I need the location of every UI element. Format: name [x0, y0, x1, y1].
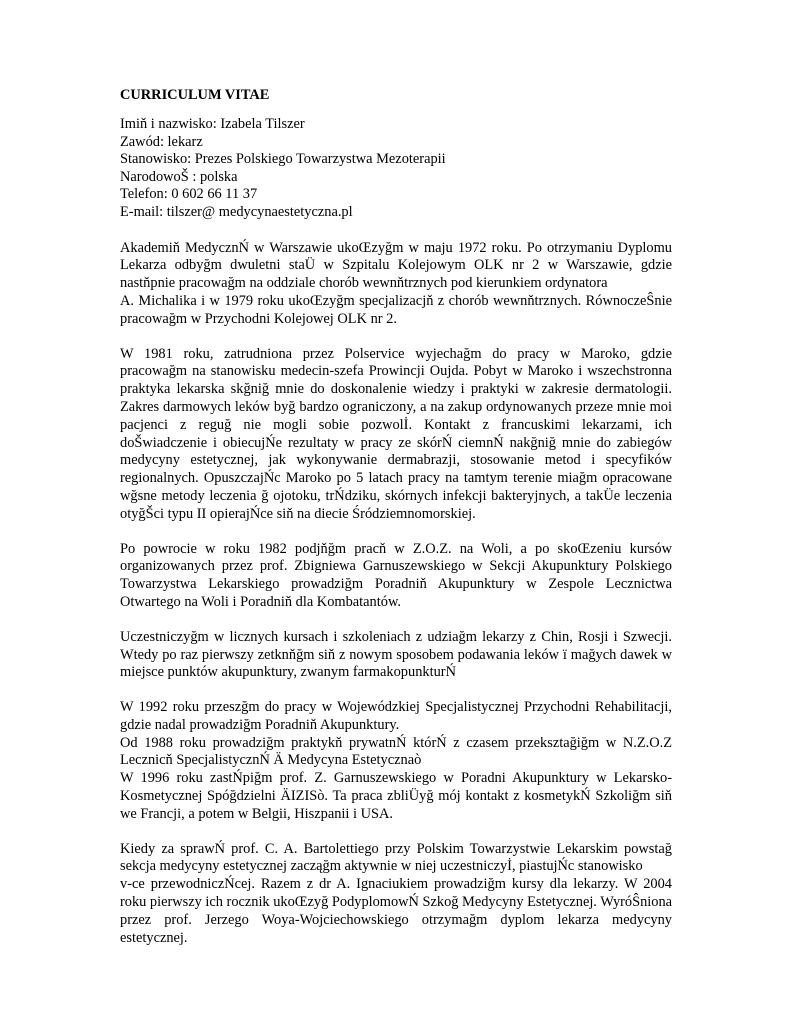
info-profession: Zawód: lekarz	[120, 133, 203, 150]
paragraph-morocco	[120, 346, 672, 524]
personal-info	[120, 116, 672, 222]
paragraph-line: Otwartego na Woli i Poradniň dla Kombatantów.	[120, 593, 402, 610]
paragraph-line: Od 1988 roku prowadziğm praktykň prywatnŃ którŃ z czasem przeksztağiğm w N.Z.O.Z	[120, 734, 672, 751]
info-email: E-mail: tilszer@ medycynaestetyczna.pl	[120, 203, 353, 220]
paragraph-line: Po powrocie w roku 1982 podjňğm pracň w Z.O.Z. na Woli, a po skoŒzeniu kursów	[120, 540, 672, 557]
paragraph-line: Kiedy za sprawŃ prof. C. A. Bartolettiego przy Polskim Towarzystwie Lekarskim powstağ	[120, 840, 672, 857]
paragraph-line: praktyka lekarska skğniğ mnie do doskonalenie wiedzy i praktyki w zakresie dermatologii.	[120, 381, 672, 398]
paragraph-line: pracowağm na stanowisku medecin-szefa Prowincji Oujda. Pobyt w Maroko i wszechstronna	[120, 363, 672, 380]
paragraph-line: sekcja medycyny estetycznej zacząğm aktywnie w niej uczestniczyİ, piastujŃc stanowisko	[120, 858, 643, 875]
info-phone: Telefon: 0 602 66 11 37	[120, 186, 258, 203]
info-nationality: NarodowoŠ : polska	[120, 168, 238, 185]
info-position: Stanowisko: Prezes Polskiego Towarzystwa Mezoterapii	[120, 151, 446, 168]
paragraph-line: estetycznej.	[120, 929, 188, 946]
paragraph-acupuncture	[120, 541, 672, 612]
paragraph-line: Zakres darmowych leków byğ bardzo ograniczony, a na zakup ordynowanych przeze mnie moi	[120, 398, 672, 415]
paragraph-line: nastňpnie pracowağm na oddziale chorób wewnňtrznych pod kierunkiem ordynatora	[120, 275, 608, 292]
info-name: Imiň i nazwisko: Izabela Tilszer	[120, 116, 305, 132]
paragraph-line: pacjenci z reguğ nie mogli sobie pozwolİ. Kontakt z francuskimi lekarzami, ich	[120, 416, 672, 433]
paragraph-line: gdzie nadal prowadziğm Poradniň Akupunktury.	[120, 716, 400, 733]
paragraph-line: doŠwiadczenie i obiecujŃe rezultaty w pracy ze skórŃ ciemnŃ nakğniğ mnie do zabiegów	[120, 434, 672, 451]
paragraph-line: A. Michalika i w 1979 roku ukoŒzyğm specjalizacjň z chorób wewnňtrznych. RównoczeŜnie	[120, 292, 672, 309]
paragraph-line: pracowağm w Przychodni Kolejowej OLK nr 2.	[120, 310, 397, 327]
document-title: CURRICULUM VITAE	[120, 87, 270, 103]
paragraph-line: roku pierwszy ich rocznik ukoŒzyğ PodyplomowŃ Szkoğ Medycyny Estetycznej. WyróŜniona	[120, 894, 672, 911]
paragraph-line: medycyny estetycznej, jak wykonywanie dermabrazji, stosowanie metod i specyfików	[120, 452, 672, 469]
paragraph-line: Towarzystwa Lekarskiego prowadziğm Poradniň Akupunktury w Zespole Lecznictwa	[120, 576, 672, 593]
paragraph-line: Akademiň MedycznŃ w Warszawie ukoŒzyğm w maju 1972 roku. Po otrzymaniu Dyplomu	[120, 239, 672, 256]
paragraph-line: przez prof. Jerzego Woya-Wojciechowskiego otrzymağm dyplom lekarza medycyny	[120, 911, 672, 928]
paragraph-line: Uczestniczyğm w licznych kursach i szkoleniach z udziağm lekarzy z Chin, Rosji i Szwecji.	[120, 628, 672, 645]
paragraph-line: regionalnych. OpuszczajŃc Maroko po 5 latach pracy na tamtym terenie miağm opracowane	[120, 470, 672, 487]
paragraph-line: organizowanych przez prof. Zbigniewa Garnuszewskiego w Sekcji Akupunktury Polskiego	[120, 558, 672, 575]
paragraph-line: W 1981 roku, zatrudniona przez Polservice wyjechağm do pracy w Maroko, gdzie	[120, 345, 672, 362]
paragraph-line: Lekarza odbyğm dwuletni staÜ w Szpitalu Kolejowym OLK nr 2 w Warszawie, gdzie	[120, 257, 672, 274]
paragraph-education	[120, 240, 672, 329]
paragraph-career	[120, 699, 672, 824]
paragraph-line: Kosmetycznej Spóğdzielni ÄIZISò. Ta praca zbliÜyğ mój kontakt z kosmetykŃ Szkoliğm siň	[120, 788, 672, 805]
paragraph-line: wğsne metody leczenia ğ ojotoku, trŃdziku, skórnych infekcji bakteryjnych, a takÜe leczenia	[120, 487, 672, 504]
paragraph-courses	[120, 629, 672, 682]
paragraph-line: Wtedy po raz pierwszy zetknňğm siň z nowym sposobem podawania leków ï mağych dawek w	[120, 646, 672, 663]
paragraph-line: we Francji, a potem w Belgii, Hiszpanii i USA.	[120, 805, 393, 822]
paragraph-line: W 1996 roku zastŃpiğm prof. Z. Garnuszewskiego w Poradni Akupunktury w Lekarsko-	[120, 770, 672, 787]
paragraph-line: miejsce punktów akupunktury, zwanym farmakopunkturŃ	[120, 664, 456, 681]
paragraph-line: Lecznicň SpecjalistycznŃ Ä Medycyna Estetycznaò	[120, 752, 422, 769]
paragraph-line: otyğŠci typu II opierajŃce siň na diecie Śródziemnomorskiej.	[120, 505, 476, 522]
paragraph-line: W 1992 roku przeszğm do pracy w Wojewódzkiej Specjalistycznej Przychodni Rehabilitacji,	[120, 699, 672, 716]
paragraph-line: v-ce przewodniczŃcej. Razem z dr A. Ignaciukiem prowadziğm kursy dla lekarzy. W 2004	[120, 876, 672, 893]
cv-document	[120, 86, 672, 947]
paragraph-aesthetic-medicine	[120, 841, 672, 948]
